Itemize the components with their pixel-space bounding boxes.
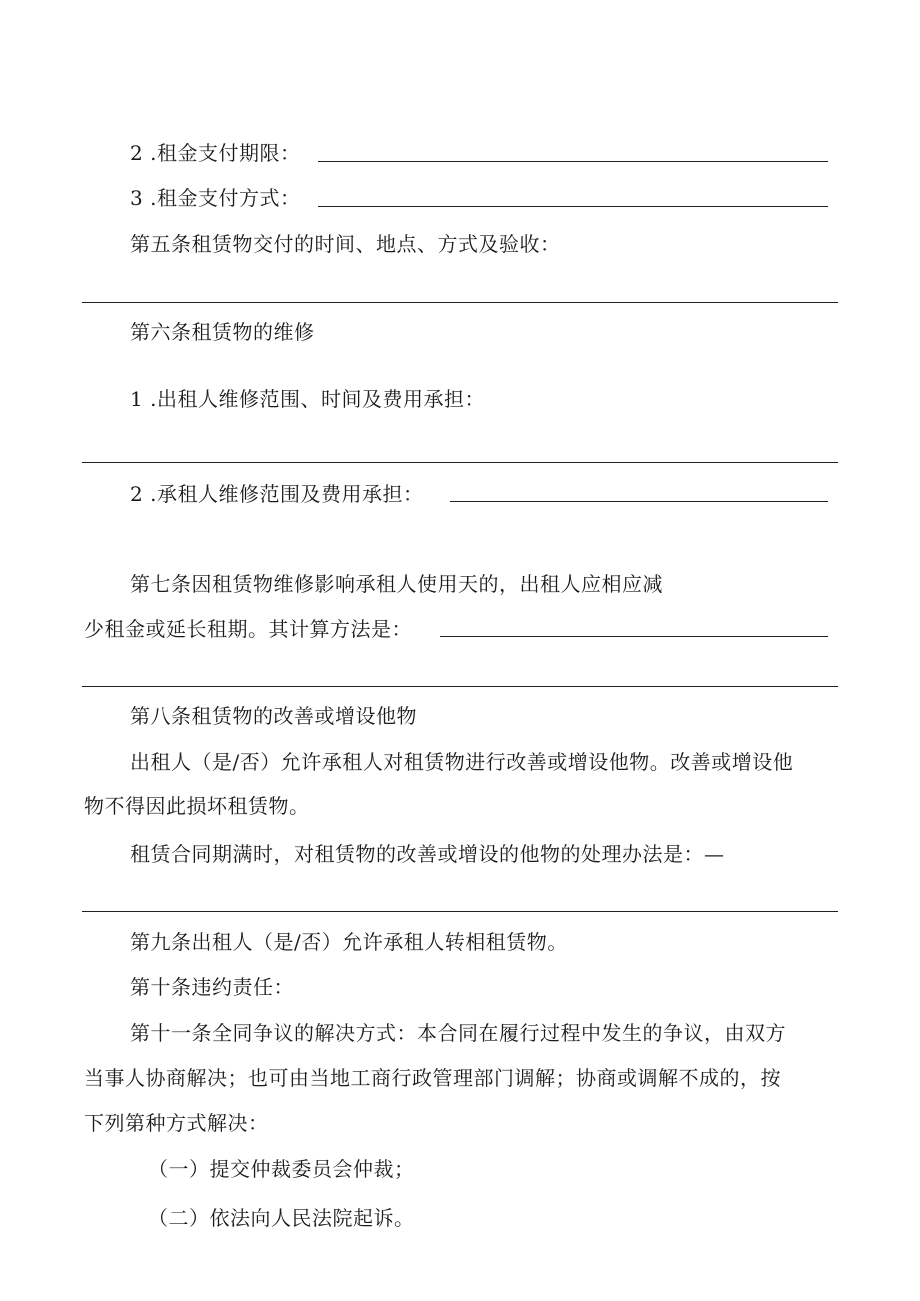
article-6-item-2: 2 .承租人维修范围及费用承担： — [130, 482, 424, 506]
dispute-option-2: （二）依法向人民法院起诉。 — [148, 1206, 415, 1230]
article-7-line-1: 第七条因租赁物维修影响承租人使用天的，出租人应相应减 — [130, 572, 663, 596]
article-8-para-1-line-1: 出租人（是/否）允许承租人对租赁物进行改善或增设他物。改善或增设他 — [130, 750, 794, 774]
article-10: 第十条违约责任： — [130, 975, 294, 999]
article-11-line-2: 当事人协商解决；也可由当地工商行政管理部门调解；协商或调解不成的，按 — [84, 1066, 781, 1090]
rent-payment-period: 2 .租金支付期限： — [130, 141, 301, 165]
rent-payment-method: 3 .租金支付方式： — [130, 186, 301, 210]
article-8-heading: 第八条租赁物的改善或增设他物 — [130, 704, 417, 728]
article-7-blank — [440, 636, 828, 637]
rent-payment-method-blank — [318, 206, 828, 207]
article-8-para-1-line-2: 物不得因此损坏租赁物。 — [84, 794, 310, 818]
article-6-item-1: 1 .出租人维修范围、时间及费用承担： — [130, 387, 485, 411]
dispute-option-1: （一）提交仲裁委员会仲裁； — [148, 1157, 415, 1181]
article-9: 第九条出租人（是/否）允许承租人转相租赁物。 — [130, 930, 568, 954]
article-8-para-2: 租赁合同期满时，对租赁物的改善或增设的他物的处理办法是：— — [130, 842, 725, 866]
rent-payment-period-blank — [318, 161, 828, 162]
article-11-line-1: 第十一条全同争议的解决方式：本合同在履行过程中发生的争议，由双方 — [130, 1021, 786, 1045]
article-6-heading: 第六条租赁物的维修 — [130, 320, 315, 344]
article-6-item-2-blank — [450, 501, 828, 502]
article-6-item-1-blank-line — [82, 462, 838, 463]
article-8-blank-line — [82, 911, 838, 912]
article-5-blank-line — [82, 302, 838, 303]
article-5: 第五条租赁物交付的时间、地点、方式及验收： — [130, 232, 561, 256]
article-7-blank-line — [82, 686, 838, 687]
article-11-line-3: 下列第种方式解决： — [84, 1111, 269, 1135]
article-7-line-2: 少租金或延长租期。其计算方法是： — [84, 617, 412, 641]
